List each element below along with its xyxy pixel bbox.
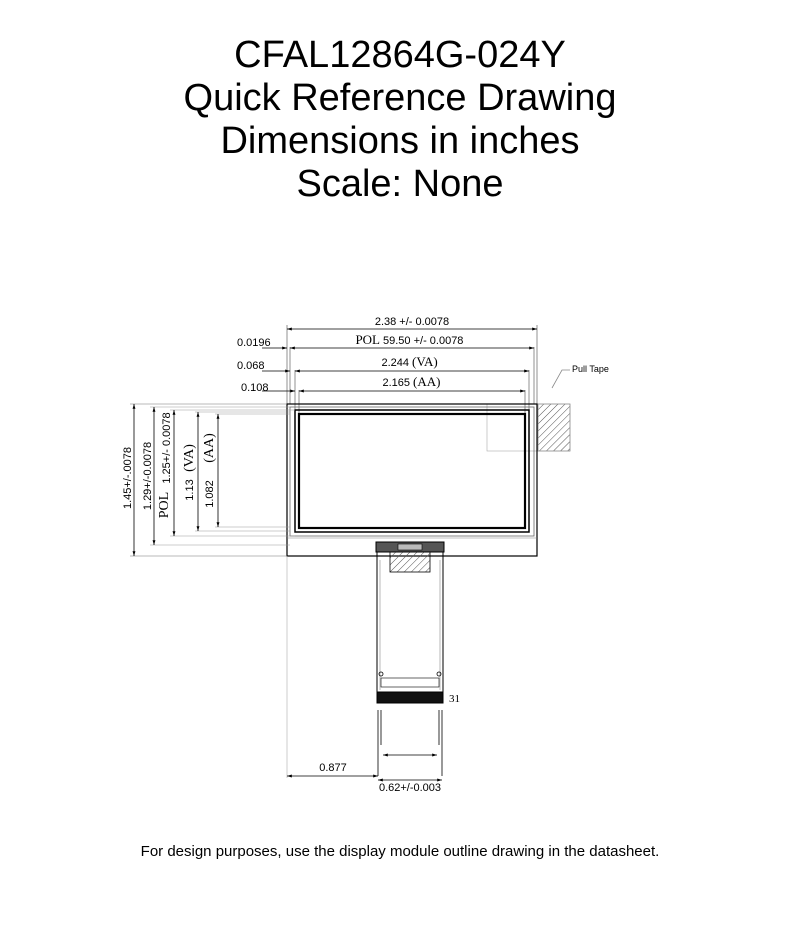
pol-width-label: 59.50 +/- 0.0078: [383, 335, 464, 347]
top-dimensions: [237, 316, 537, 414]
pol-height-1-label: 1.29+/-0.0078: [142, 441, 154, 511]
tail-offset-label: 0.877: [319, 762, 347, 774]
part-number: CFAL12864G-024Y: [234, 34, 566, 76]
pol-height-prefix: POL: [157, 491, 172, 519]
va-width-label: 2.244: [381, 357, 409, 369]
left-dimensions: [122, 404, 295, 556]
pull-tape: [487, 364, 609, 451]
va-width-tag: (VA): [412, 354, 438, 369]
pol-height-2-label: 1.25+/- 0.0078: [161, 412, 173, 484]
offset-068-label: 0.068: [237, 360, 265, 372]
ic-area: [390, 552, 430, 572]
va-height-tag: (VA): [182, 444, 197, 472]
va-height-label: 1.13: [184, 479, 196, 501]
aa-width-label: 2.165: [382, 377, 410, 389]
viewing-area: [295, 410, 529, 532]
design-note: For design purposes, use the display module outline drawing in the datasheet.: [140, 843, 660, 860]
polarizer-outline: [290, 407, 534, 536]
stiffener: [377, 692, 443, 703]
pin-count-label: 31: [449, 693, 460, 705]
display-module: [287, 404, 537, 556]
pol-prefix-label: POL: [355, 332, 380, 347]
active-area: [299, 414, 525, 528]
module-outline: [287, 404, 537, 556]
offset-108-label: 0.108: [241, 382, 269, 394]
fpc-tail: [376, 542, 460, 776]
offset-0196-label: 0.0196: [237, 337, 271, 349]
drawing-type: Quick Reference Drawing: [183, 77, 617, 119]
overall-width-label: 2.38 +/- 0.0078: [374, 316, 450, 328]
bottom-dimensions: [287, 556, 442, 794]
aa-height-tag: (AA): [202, 433, 217, 463]
pull-tape-label: Pull Tape: [572, 364, 609, 374]
aa-height-label: 1.082: [204, 480, 216, 508]
tail-width-label: 0.62+/-0.003: [378, 782, 442, 794]
overall-height-label: 1.45+/-.0078: [122, 446, 134, 510]
units-note: Dimensions in inches: [220, 120, 580, 162]
aa-width-tag: (AA): [413, 374, 441, 389]
scale-note: Scale: None: [296, 163, 504, 205]
